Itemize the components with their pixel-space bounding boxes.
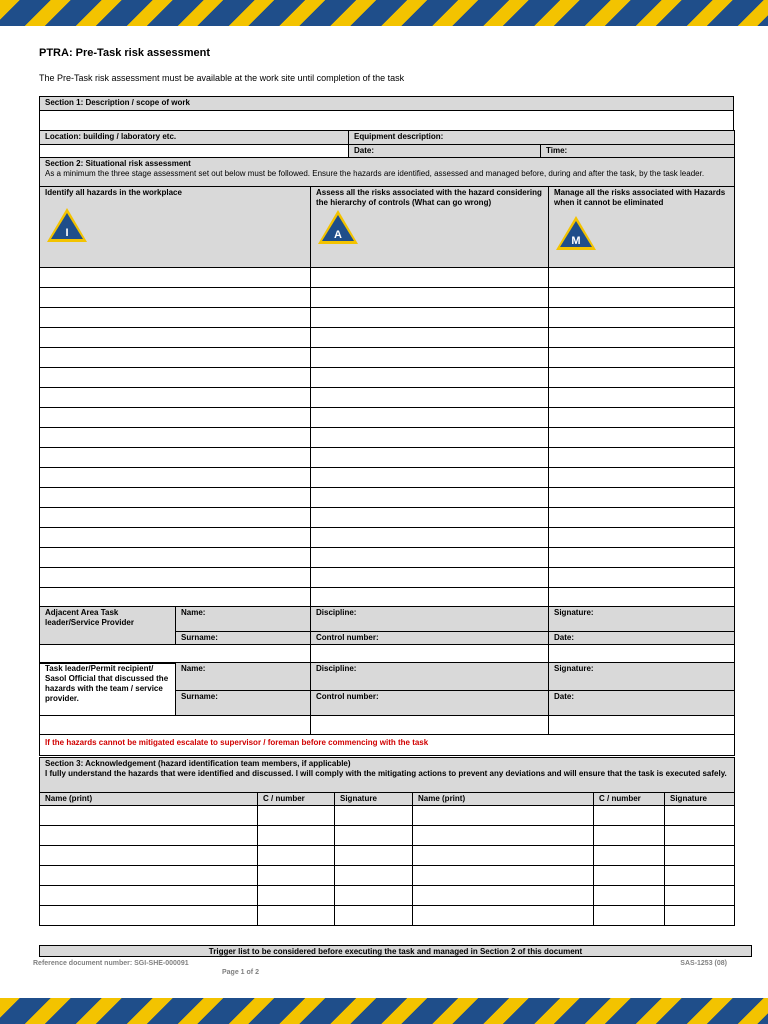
taskleader-discipline[interactable]: Discipline: bbox=[311, 663, 549, 691]
ack-cell[interactable] bbox=[40, 886, 258, 906]
ack-row bbox=[40, 886, 735, 906]
manage-icon-letter: M bbox=[571, 235, 581, 247]
intro-text: The Pre-Task risk assessment must be available at the work site until completion of the task bbox=[39, 73, 405, 83]
hazard-rows bbox=[40, 268, 735, 608]
assess-cell[interactable] bbox=[311, 368, 549, 388]
section1-label: Section 1: Description / scope of work bbox=[40, 97, 734, 111]
ack-cell[interactable] bbox=[258, 826, 335, 846]
ack-cell[interactable] bbox=[665, 806, 735, 826]
hazard-row bbox=[40, 408, 735, 428]
assess-cell[interactable] bbox=[311, 568, 549, 588]
ack-cell[interactable] bbox=[40, 866, 258, 886]
identify-cell[interactable] bbox=[40, 388, 311, 408]
ack-cell[interactable] bbox=[413, 846, 594, 866]
manage-cell[interactable] bbox=[549, 268, 735, 288]
manage-cell[interactable] bbox=[549, 308, 735, 328]
section1-table bbox=[39, 96, 734, 131]
ack-header-signature-2: Signature bbox=[665, 793, 735, 806]
ack-row bbox=[40, 866, 735, 886]
assess-cell[interactable] bbox=[311, 588, 549, 608]
taskleader-surname[interactable]: Surname: bbox=[176, 690, 311, 715]
hazard-row bbox=[40, 528, 735, 548]
page-title: PTRA: Pre-Task risk assessment bbox=[39, 47, 210, 59]
identify-cell[interactable] bbox=[40, 328, 311, 348]
ack-cell[interactable] bbox=[665, 906, 735, 926]
hazard-row bbox=[40, 548, 735, 568]
adjacent-fill-2[interactable] bbox=[311, 645, 549, 664]
identify-cell[interactable] bbox=[40, 408, 311, 428]
equipment-label: Equipment description: bbox=[349, 131, 735, 145]
identify-cell[interactable] bbox=[40, 508, 311, 528]
ack-cell[interactable] bbox=[40, 826, 258, 846]
manage-cell[interactable] bbox=[549, 368, 735, 388]
taskleader-name[interactable]: Name: bbox=[176, 663, 311, 691]
hazard-row bbox=[40, 328, 735, 348]
assess-cell[interactable] bbox=[311, 268, 549, 288]
assess-column-header bbox=[311, 187, 549, 268]
manage-cell[interactable] bbox=[549, 568, 735, 588]
hazard-row bbox=[40, 588, 735, 608]
assess-cell[interactable] bbox=[311, 388, 549, 408]
assess-cell[interactable] bbox=[311, 328, 549, 348]
manage-cell[interactable] bbox=[549, 448, 735, 468]
assess-label: Assess all the risks associated with the hazard considering the hierarchy of controls (What can go wrong) bbox=[316, 188, 542, 207]
assess-cell[interactable] bbox=[311, 488, 549, 508]
ack-cell[interactable] bbox=[594, 906, 665, 926]
hazard-stripe-top bbox=[0, 0, 768, 26]
adjacent-name[interactable]: Name: bbox=[176, 607, 311, 632]
section2-text: As a minimum the three stage assessment set out below must be followed. Ensure the hazards are identified, assessed and managed before, during and after the task, by the task leader. bbox=[45, 169, 705, 178]
time-label[interactable]: Time: bbox=[541, 145, 735, 159]
assess-icon-letter: A bbox=[334, 229, 342, 241]
hazard-row bbox=[40, 568, 735, 588]
ack-cell[interactable] bbox=[594, 806, 665, 826]
identify-cell[interactable] bbox=[40, 488, 311, 508]
identify-cell[interactable] bbox=[40, 548, 311, 568]
ack-header-cnumber-2: C / number bbox=[594, 793, 665, 806]
manage-cell[interactable] bbox=[549, 488, 735, 508]
identify-cell[interactable] bbox=[40, 528, 311, 548]
assess-cell[interactable] bbox=[311, 528, 549, 548]
identify-cell[interactable] bbox=[40, 368, 311, 388]
section3-table bbox=[39, 757, 735, 926]
form-code: SAS-1253 (08) bbox=[680, 960, 727, 967]
ack-cell[interactable] bbox=[258, 886, 335, 906]
identify-cell[interactable] bbox=[40, 348, 311, 368]
ack-cell[interactable] bbox=[665, 866, 735, 886]
assess-cell[interactable] bbox=[311, 548, 549, 568]
ack-cell[interactable] bbox=[335, 906, 413, 926]
ack-cell[interactable] bbox=[665, 846, 735, 866]
adjacent-table bbox=[39, 606, 735, 664]
manage-cell[interactable] bbox=[549, 548, 735, 568]
manage-cell[interactable] bbox=[549, 468, 735, 488]
identify-cell[interactable] bbox=[40, 568, 311, 588]
location-table bbox=[39, 130, 735, 159]
ack-header-cnumber-1: C / number bbox=[258, 793, 335, 806]
assess-cell[interactable] bbox=[311, 348, 549, 368]
manage-cell[interactable] bbox=[549, 348, 735, 368]
taskleader-control[interactable]: Control number: bbox=[311, 690, 549, 715]
ack-cell[interactable] bbox=[335, 806, 413, 826]
assess-cell[interactable] bbox=[311, 508, 549, 528]
assess-cell[interactable] bbox=[311, 408, 549, 428]
identify-label: Identify all hazards in the workplace bbox=[45, 188, 182, 197]
adjacent-fill-3[interactable] bbox=[549, 645, 735, 664]
adjacent-fill-1[interactable] bbox=[40, 645, 311, 664]
section3-label: Section 3: Acknowledgement (hazard identification team members, if applicable) bbox=[45, 759, 351, 768]
ack-cell[interactable] bbox=[40, 906, 258, 926]
identify-cell[interactable] bbox=[40, 268, 311, 288]
ack-cell[interactable] bbox=[335, 886, 413, 906]
taskleader-fill-3[interactable] bbox=[549, 716, 735, 735]
ack-cell[interactable] bbox=[665, 826, 735, 846]
assess-cell[interactable] bbox=[311, 308, 549, 328]
assess-cell[interactable] bbox=[311, 428, 549, 448]
section2-header bbox=[40, 158, 735, 187]
manage-column-header bbox=[549, 187, 735, 268]
taskleader-date[interactable]: Date: bbox=[549, 690, 735, 715]
ack-cell[interactable] bbox=[413, 866, 594, 886]
identify-icon-letter: I bbox=[65, 227, 69, 239]
page-number: Page 1 of 2 bbox=[222, 969, 259, 976]
date-label[interactable]: Date: bbox=[349, 145, 541, 159]
taskleader-label: Task leader/Permit recipient/ Sasol Official that discussed the hazards with the team / service provider. bbox=[40, 663, 176, 716]
scope-field[interactable] bbox=[40, 111, 734, 131]
adjacent-surname[interactable]: Surname: bbox=[176, 632, 311, 645]
ack-cell[interactable] bbox=[413, 906, 594, 926]
ack-cell[interactable] bbox=[40, 846, 258, 866]
reference-number: Reference document number: SGI-SHE-000091 bbox=[33, 960, 189, 967]
ack-cell[interactable] bbox=[594, 846, 665, 866]
identify-cell[interactable] bbox=[40, 468, 311, 488]
warning-text: If the hazards cannot be mitigated escalate to supervisor / foreman before commencing with the task bbox=[40, 735, 735, 756]
ack-cell[interactable] bbox=[413, 806, 594, 826]
identify-column-header bbox=[40, 187, 311, 268]
identify-cell[interactable] bbox=[40, 448, 311, 468]
manage-triangle-icon bbox=[554, 214, 598, 252]
ack-cell[interactable] bbox=[413, 826, 594, 846]
ack-cell[interactable] bbox=[594, 866, 665, 886]
hazard-row bbox=[40, 308, 735, 328]
manage-cell[interactable] bbox=[549, 408, 735, 428]
taskleader-fill-2[interactable] bbox=[311, 716, 549, 735]
manage-cell[interactable] bbox=[549, 508, 735, 528]
ack-row bbox=[40, 806, 735, 826]
manage-cell[interactable] bbox=[549, 288, 735, 308]
taskleader-signature[interactable]: Signature: bbox=[549, 663, 735, 691]
section2-label: Section 2: Situational risk assessment bbox=[45, 159, 191, 168]
manage-cell[interactable] bbox=[549, 528, 735, 548]
ack-cell[interactable] bbox=[665, 886, 735, 906]
ack-cell[interactable] bbox=[594, 886, 665, 906]
identify-cell[interactable] bbox=[40, 288, 311, 308]
adjacent-discipline[interactable]: Discipline: bbox=[311, 607, 549, 632]
hazard-row bbox=[40, 488, 735, 508]
identify-cell[interactable] bbox=[40, 588, 311, 608]
ack-cell[interactable] bbox=[258, 806, 335, 826]
ack-rows bbox=[40, 806, 735, 926]
hazard-row bbox=[40, 268, 735, 288]
ack-cell[interactable] bbox=[258, 866, 335, 886]
taskleader-fill-1[interactable] bbox=[40, 716, 311, 735]
ack-header-name-1: Name (print) bbox=[40, 793, 258, 806]
hazard-stripe-bottom bbox=[0, 998, 768, 1024]
ack-header-signature-1: Signature bbox=[335, 793, 413, 806]
assess-triangle-icon bbox=[316, 208, 360, 246]
ack-row bbox=[40, 906, 735, 926]
section3-header bbox=[40, 758, 735, 793]
ack-cell[interactable] bbox=[40, 806, 258, 826]
section2-table bbox=[39, 157, 735, 608]
trigger-list-bar: Trigger list to be considered before executing the task and managed in Section 2 of this document bbox=[39, 945, 752, 957]
manage-cell[interactable] bbox=[549, 428, 735, 448]
identify-cell[interactable] bbox=[40, 428, 311, 448]
ack-cell[interactable] bbox=[258, 846, 335, 866]
hazard-row bbox=[40, 368, 735, 388]
ack-cell[interactable] bbox=[594, 826, 665, 846]
ack-cell[interactable] bbox=[335, 866, 413, 886]
identify-triangle-icon bbox=[45, 206, 89, 244]
ack-row bbox=[40, 826, 735, 846]
section3-text: I fully understand the hazards that were identified and discussed. I will comply with the mitigating actions to prevent any deviations and will ensure that the task is executed safely. bbox=[45, 769, 727, 778]
location-label: Location: building / laboratory etc. bbox=[40, 131, 349, 145]
hazard-row bbox=[40, 388, 735, 408]
adjacent-control[interactable]: Control number: bbox=[311, 632, 549, 645]
adjacent-label: Adjacent Area Task leader/Service Provider bbox=[40, 607, 176, 645]
hazard-row bbox=[40, 348, 735, 368]
hazard-row bbox=[40, 468, 735, 488]
hazard-row bbox=[40, 288, 735, 308]
adjacent-date[interactable]: Date: bbox=[549, 632, 735, 645]
assess-cell[interactable] bbox=[311, 468, 549, 488]
hazard-row bbox=[40, 448, 735, 468]
hazard-row bbox=[40, 428, 735, 448]
ack-header-name-2: Name (print) bbox=[413, 793, 594, 806]
manage-cell[interactable] bbox=[549, 328, 735, 348]
hazard-row bbox=[40, 508, 735, 528]
identify-cell[interactable] bbox=[40, 308, 311, 328]
taskleader-table bbox=[39, 662, 735, 756]
adjacent-signature[interactable]: Signature: bbox=[549, 607, 735, 632]
ack-cell[interactable] bbox=[258, 906, 335, 926]
ack-cell[interactable] bbox=[413, 886, 594, 906]
assess-cell[interactable] bbox=[311, 448, 549, 468]
ack-row bbox=[40, 846, 735, 866]
ack-cell[interactable] bbox=[335, 846, 413, 866]
manage-cell[interactable] bbox=[549, 388, 735, 408]
assess-cell[interactable] bbox=[311, 288, 549, 308]
manage-label: Manage all the risks associated with Hazards when it cannot be eliminated bbox=[554, 188, 726, 207]
manage-cell[interactable] bbox=[549, 588, 735, 608]
ack-cell[interactable] bbox=[335, 826, 413, 846]
